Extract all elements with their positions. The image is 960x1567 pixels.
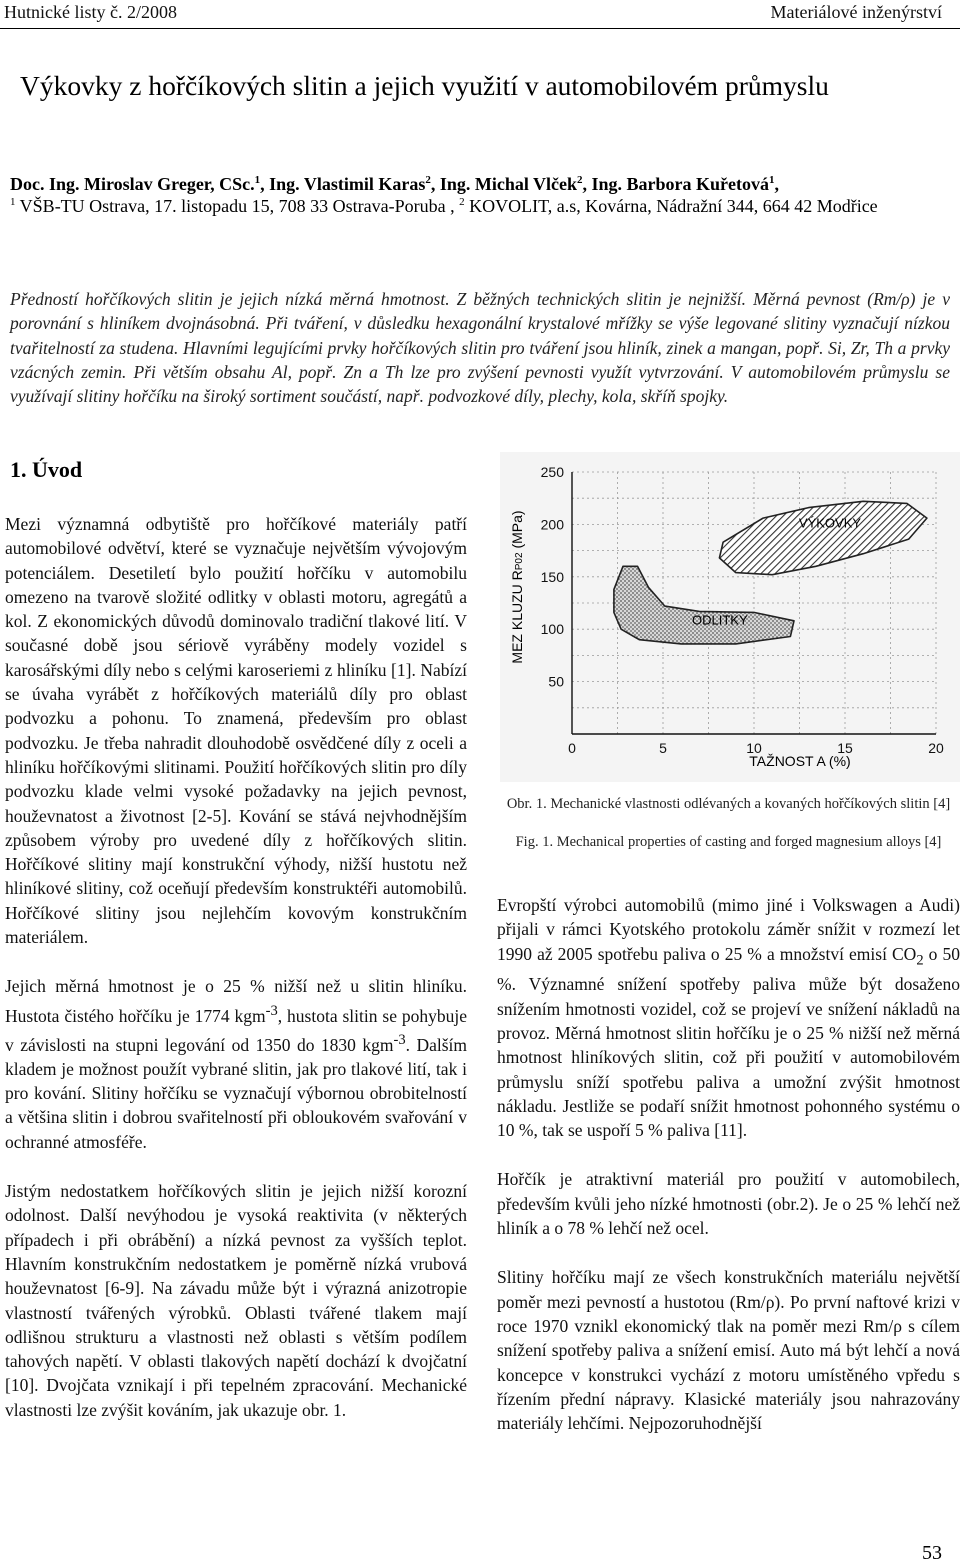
author-2-affil: 2: [425, 174, 431, 186]
chart-x-tick-label: 10: [746, 740, 762, 756]
author-3-affil: 2: [577, 174, 583, 186]
left-p2-part-a: Jejich měrná hmotnost je o 25 % nižší než u slitin hliníku. Hustota čistého hořčíku je 1774 kgm: [5, 976, 467, 1026]
affil-1-mark: 1: [10, 196, 16, 208]
left-p2-sup-1: -3: [265, 1002, 278, 1019]
left-paragraph-1: Mezi významná odbytiště pro hořčíkové materiály patří automobilové odvětví, které se vyznačuje největším vývojovým potenciálem. Desetiletí bylo použití hořčíku v automobilu omezeno na tvarově složité odlitky v oblasti motoru, agregátů a kol. Z ekonomických důvodů dominovalo tradiční tlakové lití. V současné době jsou sériově vyráběny modely vozidel s karosářskými díly nebo s celými karoseriemi z hliníku [1]. Nabízí se úvaha vyrábět z hořčíkových materiálů díly pro oblast podvozku a pohonu. To znamená, především pro oblast podvozku. Je třeba nahradit dlouhodobě osvědčené díly z oceli a hliníku hořčíkovými slitinami. Použití hořčíkových slitin pro díly podvozku klade velmi vysoké požadavky na jejich pevnost, houževnatost a životnost [2-5]. Kování se stává nejvhodnějším způsobem výroby pro uvedené díly z hořčíkových slitin. Hořčíkové slitiny mají konstrukční výhody, nižší hustotu než hliníkové slitiny, což oceňují především konstruktéři automobilů. Hořčíkové slitiny jsou nejlehčím kovovým konstrukčním materiálem.: [5, 514, 467, 948]
author-list-end: ,: [774, 174, 780, 194]
page-number: 53: [922, 1542, 942, 1564]
chart-y-tick-label: 100: [540, 621, 564, 638]
section-header: Materiálové inženýrství: [770, 2, 942, 22]
figure-caption-en: Fig. 1. Mechanical properties of casting and forged magnesium alloys [4]: [515, 834, 942, 850]
chart-y-label-main: MEZ KLUZU R: [509, 570, 525, 664]
affil-2: KOVOLIT, a.s, Kovárna, Nádražní 344, 664 42 Modřice: [464, 196, 878, 216]
left-p2-part-b: , hustota slitin se pohybuje v závislosti na stupni legování od 1350 do 1830 kgm: [5, 1005, 467, 1055]
article-title-text: Výkovky z hořčíkových slitin a jejich využití v automobilovém průmyslu: [20, 70, 829, 101]
chart-x-tick-label: 5: [659, 740, 667, 756]
right-p1-sub: 2: [916, 952, 924, 969]
abstract: Předností hořčíkových slitin je jejich nízká měrná hmotnost. Z běžných technických slitin je nejnižší. Měrná pevnost (Rm/ρ) je v porovnání s hliníkem dvojnásobná. Při tváření, v důsledku hexagonální krystalové mřížky se výše legované slitiny vyznačují nízkou tvařitelností za studena. Hlavními legujícími prvky hořčíkových slitin pro tváření jsou hliník, zinek a mangan, popř. Si, Zr, Th a prvky vzácných zemin. Při větším obsahu Al, popř. Zn a Th lze pro zvýšení pevnosti využít vytvrzování. V automobilovém průmyslu se využívají slitiny hořčíku na široký sortiment součástí, např. podvozkové díly, plechy, kola, skříň spojky.: [10, 289, 950, 407]
affiliations: [10, 190, 955, 218]
header-rule: [0, 28, 960, 29]
left-p2-sup-2: -3: [393, 1031, 406, 1048]
chart-y-tick-label: 250: [540, 464, 564, 480]
author-3: , Ing. Michal Vlček: [430, 174, 578, 194]
figure-1-chart: [500, 452, 960, 782]
author-1-affil: 1: [254, 174, 261, 186]
section-heading: 1. Úvod: [10, 457, 83, 482]
chart-region-label: VÝKOVKY: [798, 515, 862, 531]
affil-2-mark: 2: [459, 196, 465, 208]
right-p1-part-b: o 50 %. Významné snížení spotřeby paliva může být dosaženo snížením hmotnosti vozidel, což se projeví ve snížení nákladů na provoz. Měrná hmotnost slitin hořčíku je o 25 % nižší než měrná hmotnost hliníkových slitin, což při použití v automobilovém průmyslu sníží spotřebu paliva a umožní zvýšit hmotnost nákladu. Jestliže se podaří snížit hmotnost pohonného systému o 10 %, tak se uspoří 5 % paliva [11].: [497, 943, 960, 1141]
left-p2-part-c: . Dalším kladem je možnost použít vybrané slitin, jak pro tlakové lití, tak i pro kování. Slitiny hořčíku se vyznačují výbornou obrobitelností a většina slitin i dobrou svařitelností při obloukovém svařování v ochranné atmosféře.: [5, 1034, 467, 1152]
right-column: [497, 893, 960, 1460]
chart-y-tick-label: 50: [548, 673, 564, 690]
chart-x-tick-label: 15: [837, 740, 853, 756]
left-column: [5, 512, 467, 1447]
chart-y-tick-label: 150: [540, 568, 564, 585]
chart-region-label: ODLITKY: [691, 612, 748, 628]
right-paragraph-2: Hořčík je atraktivní materiál pro použití v automobilech, především kvůli jeho nízké hmotnosti (obr.2). Je o 25 % lehčí než hliník a o 78 % lehčí než ocel.: [497, 1169, 960, 1239]
journal-header: Hutnické listy č. 2/2008: [4, 2, 177, 22]
affil-1: VŠB-TU Ostrava, 17. listopadu 15, 708 33 Ostrava-Poruba ,: [15, 196, 460, 216]
chart-y-label-sub: P02: [514, 552, 525, 571]
right-paragraph-3: Slitiny hořčíku mají ze všech konstrukčních materiálu největší poměr mezi pevností a hustotou (Rm/ρ). Po první naftové krizi v roce 1970 vznikl ekonomický tlak na poměr mezi Rm/ρ s cílem snížení spotřeby paliva a snížení emisí. Auto má být lehčí a nová koncepce v konstrukci vychází z motoru umístěného vpředu s řízením přední nápravy. Klasické materiály jsou nahrazovány materiály lehčími. Nejpozoruhodnější: [497, 1267, 960, 1434]
right-paragraph-1: [497, 893, 960, 1142]
chart-x-axis-label: TAŽNOST A (%): [749, 753, 851, 769]
figure-caption-cz: Obr. 1. Mechanické vlastnosti odlévaných a kovaných hořčíkových slitin [4]: [506, 796, 951, 812]
chart-y-label-unit: (MPa): [509, 510, 525, 553]
right-p1-part-a: Evropští výrobci automobilů (mimo jiné i Volkswagen a Audi) přijali v rámci Kyotského protokolu záměr snížit v rozmezí let 1990 až 2005 spotřebu paliva o 25 % a množství emisí CO: [497, 895, 960, 964]
chart-y-tick-label: 200: [540, 516, 564, 533]
left-paragraph-2: [5, 974, 467, 1154]
author-4: , Ing. Barbora Kuřetová: [582, 174, 770, 194]
chart-y-axis-label: [509, 510, 525, 663]
left-paragraph-3: Jistým nedostatkem hořčíkových slitin je jejich nižší korozní odolnost. Další nevýhodou je vysoká reaktivita (v některých případech i při obrábění) a nízká pevnost za vyšších teplot. Hlavním konstrukčním nedostatkem je poměrně nízká vrubová houževnatost [6-9]. Na závadu může být i výrazná anizotropie vlastností tvářených výrobků. Oblasti tvářené tlakem mají odlišnou strukturu a vlastnosti než oblasti s větším podílem tahových napětí. V oblasti tlakových napětí dochází k dvojčatní [10]. Dvojčata vznikají i při tepelném zpracování. Mechanické vlastnosti lze zvýšit kováním, jak ukazuje obr. 1.: [5, 1181, 467, 1420]
author-1: Doc. Ing. Miroslav Greger, CSc.: [10, 174, 255, 194]
chart-x-tick-label: 0: [568, 740, 576, 756]
article-title: [0, 70, 960, 102]
chart-x-tick-label: 20: [928, 740, 944, 756]
author-2: , Ing. Vlastimil Karas: [260, 174, 426, 194]
author-4-affil: 1: [769, 174, 775, 186]
